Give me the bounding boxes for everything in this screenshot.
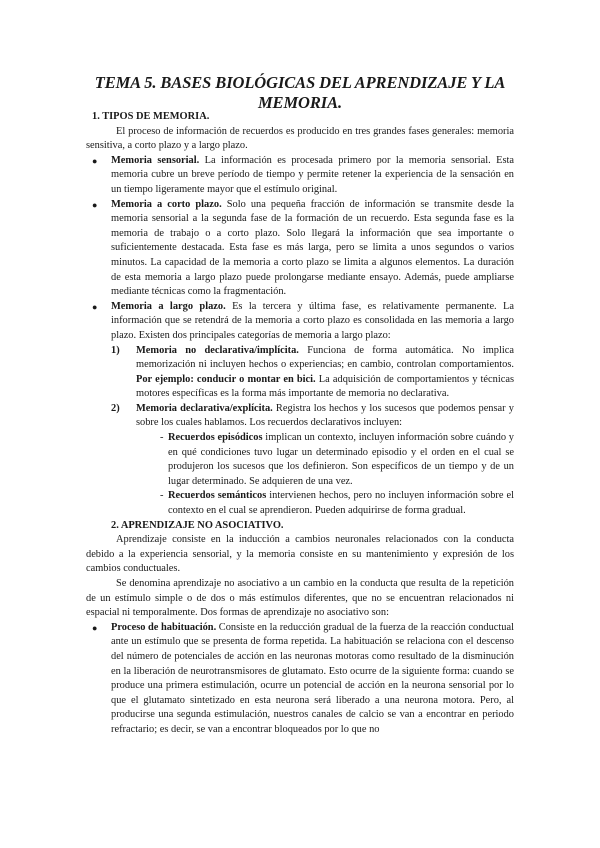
number-marker: 2) bbox=[111, 402, 120, 414]
section-heading-2: 2. APRENDIZAJE NO ASOCIATIVO. bbox=[111, 519, 284, 531]
bullet-memoria-largo-plazo bbox=[86, 300, 514, 344]
term: Proceso de habituación. bbox=[111, 621, 217, 633]
bullet-habituacion bbox=[86, 621, 514, 738]
text: Registra los hechos y los sucesos que podemos pensar y sobre los cuales hablamos. Los recuerdos declarativos incluyen: bbox=[136, 402, 514, 429]
title-line-1: TEMA 5. BASES BIOLÓGICAS DEL APRENDIZAJE Y LA bbox=[94, 73, 506, 92]
page-title bbox=[88, 73, 512, 113]
document-body bbox=[86, 110, 514, 738]
bullet-icon: ● bbox=[92, 155, 98, 166]
text: La información es procesada primero por la memoria sensorial. Esta memoria cubre un breve período de tiempo y permite retener la experiencia de la sensación en un tiempo ligeramente mayor que el estímulo original. bbox=[111, 154, 514, 195]
numbered-item-no-declarativa bbox=[86, 344, 514, 402]
dash-item-semanticos bbox=[86, 489, 514, 518]
bullet-icon: ● bbox=[92, 622, 98, 633]
term: Memoria no declarativa/implícita. bbox=[136, 344, 299, 356]
section-1-intro: El proceso de información de recuerdos es producido en tres grandes fases generales: memoria sensitiva, a corto plazo y a largo plazo. bbox=[86, 125, 514, 152]
bullet-memoria-corto-plazo bbox=[86, 198, 514, 300]
text-2: La adquisición de comportamientos y técnicas motores específicas es la forma más importante de memoria no declarativa. bbox=[136, 373, 514, 400]
dash-icon: - bbox=[160, 432, 164, 444]
term: Memoria declarativa/explícita. bbox=[136, 402, 273, 414]
section-2-paragraph-2: Se denomina aprendizaje no asociativo a un cambio en la conducta que resulta de la repetición de un estímulo simple o de dos o más estímulos diferentes, que no se encuentran relacionados ni espacial ni temporalmente. Dos formas de aprendizaje no asociativo son: bbox=[86, 578, 514, 619]
text: intervienen hechos, pero no incluyen información sobre el contexto en el cual se aprendieron. Pueden adquirirse de forma gradual. bbox=[168, 490, 514, 517]
bullet-icon: ● bbox=[92, 199, 98, 210]
text: Solo una pequeña fracción de información se transmite desde la memoria sensorial a la segunda fase de la formación de un recuerdo. Esta segunda fase es la memoria de trabajo o a corto plazo. Solo llegará la información que sea importante o suficientemente destacada. Esta fase es más larga, pero se limita a unos segundos o varios minutos. La capacidad de la memoria a corto plazo se limita a algunos elementos. La duración de esta memoria a largo plazo puede prolongarse mediante ensayo. Además, puede ampliarse mediante técnicas como la fragmentación. bbox=[111, 198, 514, 298]
dash-item-episodicos bbox=[86, 431, 514, 489]
term: Memoria sensorial. bbox=[111, 154, 200, 166]
text: implican un contexto, incluyen información sobre cuándo y en qué condiciones tuvo lugar un determinado episodio y el orden en el cual se produjeron los sucesos que los definieron. Son específicos de un tiempo y de un lugar determinado. Se adquieren de una vez. bbox=[168, 432, 514, 487]
dash-icon: - bbox=[160, 490, 164, 502]
section-2-paragraph-1: Aprendizaje consiste en la inducción a cambios neuronales relacionados con la conducta debido a la experiencia sensorial, y la memoria consiste en su mantenimiento y expresión de los cambios conductuales. bbox=[86, 534, 514, 575]
term: Recuerdos episódicos bbox=[168, 432, 263, 444]
text: Consiste en la reducción gradual de la fuerza de la reacción conductual ante un estímulo que se presenta de forma repetida. La habituación se relaciona con el descenso del número de potenciales de acción en las neuronas motoras como resultado de la disminución en la liberación de neurotransmisores de glutamato. Esto ocurre de la siguiente forma: cuando se produce una primera estimulación, ocurre un potencial de acción en la neurona sensorial por lo que el glutamato sintetizado en esta neurona será liberado a una neurona motora. Pero, al producirse una segunda estimulación, nuestros canales de calcio se van a encontrar en periodo refractario; es decir, se van a encontrar bloqueados por lo que no bbox=[111, 621, 514, 735]
title-line-2: MEMORIA. bbox=[257, 93, 343, 112]
bullet-icon: ● bbox=[92, 301, 98, 312]
number-marker: 1) bbox=[111, 344, 120, 356]
term: Memoria a corto plazo. bbox=[111, 198, 222, 210]
term: Recuerdos semánticos bbox=[168, 490, 267, 502]
bullet-memoria-sensorial bbox=[86, 154, 514, 198]
example: Por ejemplo: conducir o montar en bici. bbox=[136, 373, 316, 385]
numbered-item-declarativa bbox=[86, 402, 514, 431]
text: Funciona de forma automática. No implica memorización ni incluyen hechos o experiencias; en cambio, controlan comportamientos. bbox=[136, 344, 515, 371]
term: Memoria a largo plazo. bbox=[111, 300, 226, 312]
text: Es la tercera y última fase, es relativamente permanente. La información que se retendrá de la memoria a corto plazo es consolidada en las memoria a largo plazo. Existen dos principales categorías de memoria a largo plazo: bbox=[111, 300, 515, 341]
section-heading-1: 1. TIPOS DE MEMORIA. bbox=[92, 111, 210, 122]
